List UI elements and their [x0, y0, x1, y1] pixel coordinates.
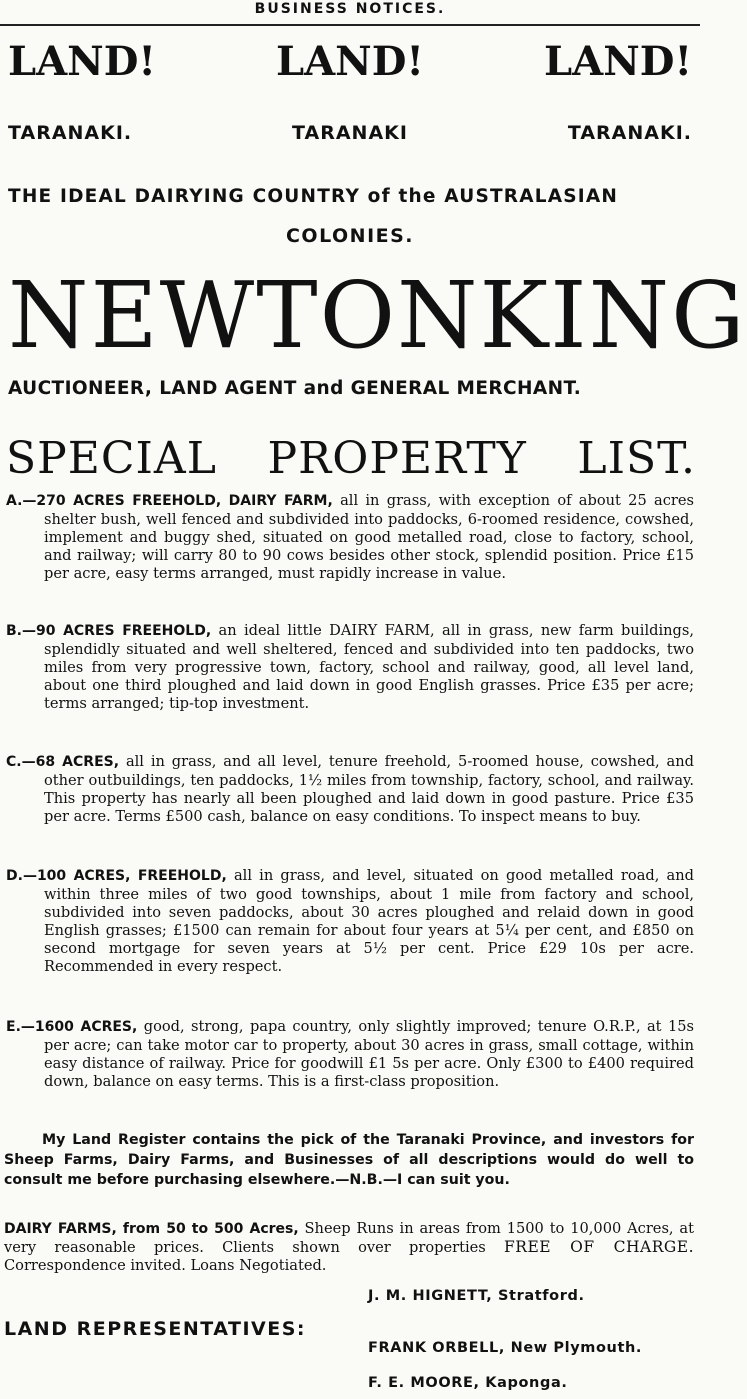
land-headline: LAND! — [544, 38, 692, 85]
listing-lead: D.—100 ACRES, FREEHOLD, — [6, 868, 227, 884]
property-listing-c — [6, 753, 694, 826]
register-text: My Land Register contains the pick of the Taranaki Province, and investors for Sheep Farms, Dairy Farms, and Businesses of all descriptions would do well to consult me before purchasing elsewhere.—N.B.—I can suit you. — [4, 1132, 694, 1188]
special-property-list-title — [6, 432, 696, 486]
title-word-property: PROPERTY — [267, 433, 527, 484]
dairy-farms-notice — [4, 1220, 694, 1275]
taranaki-label: TARANAKI. — [8, 122, 133, 144]
representative-name: F. E. MOORE, Kaponga. — [368, 1375, 568, 1391]
listing-text: an ideal little DAIRY FARM, all in grass, new farm buildings, splendidly situated and well sheltered, fenced and subdivided into ten paddocks, two miles from very progressive town, factory, school and railway, good, all level land, about one third ploughed and laid down in good English grasses. Price £35 per acre; terms arranged; tip-top investment. — [44, 622, 694, 712]
section-header: BUSINESS NOTICES. — [0, 0, 700, 26]
property-listing-b — [6, 622, 694, 713]
property-listing-e — [6, 1018, 694, 1091]
land-headline: LAND! — [276, 38, 424, 85]
dairy-lead: DAIRY FARMS, from 50 to 500 Acres, — [4, 1221, 299, 1237]
land-headline-row — [8, 38, 692, 86]
free-of-charge: FREE OF CHARGE. — [504, 1238, 694, 1256]
dairy-text: Sheep Runs in areas from 1500 to 10,000 Acres, at very reasonable prices. Clients shown over properties — [4, 1220, 694, 1256]
listing-lead: A.—270 ACRES FREEHOLD, DAIRY FARM, — [6, 493, 333, 509]
ideal-country-line: THE IDEAL DAIRYING COUNTRY of the AUSTRALASIAN — [8, 186, 619, 207]
listing-text: all in grass, with exception of about 25 acres shelter bush, well fenced and subdivided into paddocks, 6-roomed residence, cowshed, implement and buggy shed, situated on good metalled road, close to factory, school, and railway; will carry 80 to 90 cows besides other stock, splendid position. Price £15 per acre, easy terms arranged, must rapidly increase in value. — [44, 492, 694, 582]
land-register-notice — [4, 1130, 694, 1190]
listing-text: good, strong, papa country, only slightly improved; tenure O.R.P., at 15s per acre; can take motor car to property, about 30 acres in grass, small cottage, within easy distance of railway. Price for goodwill £1 5s per acre. Only £300 to £400 required down, balance on easy terms. This is a first-class proposition. — [44, 1018, 695, 1090]
name-last: KING — [479, 262, 747, 369]
title-word-special: SPECIAL — [6, 433, 217, 484]
name-first: NEWTON — [8, 262, 480, 369]
title-word-list: LIST. — [577, 433, 696, 484]
listing-lead: C.—68 ACRES, — [6, 754, 120, 770]
dairy-text-2: Correspondence invited. Loans Negotiated. — [4, 1257, 327, 1274]
taranaki-row — [8, 122, 692, 144]
representative-name: FRANK ORBELL, New Plymouth. — [368, 1340, 643, 1356]
listing-text: all in grass, and all level, tenure freehold, 5-roomed house, cowshed, and other outbuildings, ten paddocks, 1½ miles from township, factory, school, and railway. This property has nearly all been ploughed and laid down in good pasture. Price £35 per acre. Terms £500 cash, balance on easy conditions. To inspect means to buy. — [44, 753, 695, 825]
colonies-line: COLONIES. — [285, 225, 415, 247]
taranaki-label: TARANAKI. — [567, 122, 692, 144]
occupation-line: AUCTIONEER, LAND AGENT and GENERAL MERCHANT. — [8, 378, 582, 399]
listing-text: all in grass, and level, situated on good metalled road, and within three miles of two good townships, about 1 mile from factory and school, subdivided into seven paddocks, about 30 acres ploughed and relaid down in good English grasses; £1500 can remain for about four years at 5¼ per cent, and £850 on second mortgage for seven years at 5½ per cent. Price £29 10s per acre. Recommended in every respect. — [44, 867, 694, 975]
advertiser-name — [8, 262, 747, 370]
land-headline: LAND! — [8, 38, 156, 85]
land-representatives-title: LAND REPRESENTATIVES: — [4, 1318, 307, 1340]
listing-lead: E.—1600 ACRES, — [6, 1019, 138, 1035]
property-listing-a — [6, 492, 694, 583]
representative-name: J. M. HIGNETT, Stratford. — [368, 1288, 585, 1304]
listing-lead: B.—90 ACRES FREEHOLD, — [6, 623, 212, 639]
property-listing-d — [6, 867, 694, 975]
taranaki-label: TARANAKI — [292, 122, 408, 144]
